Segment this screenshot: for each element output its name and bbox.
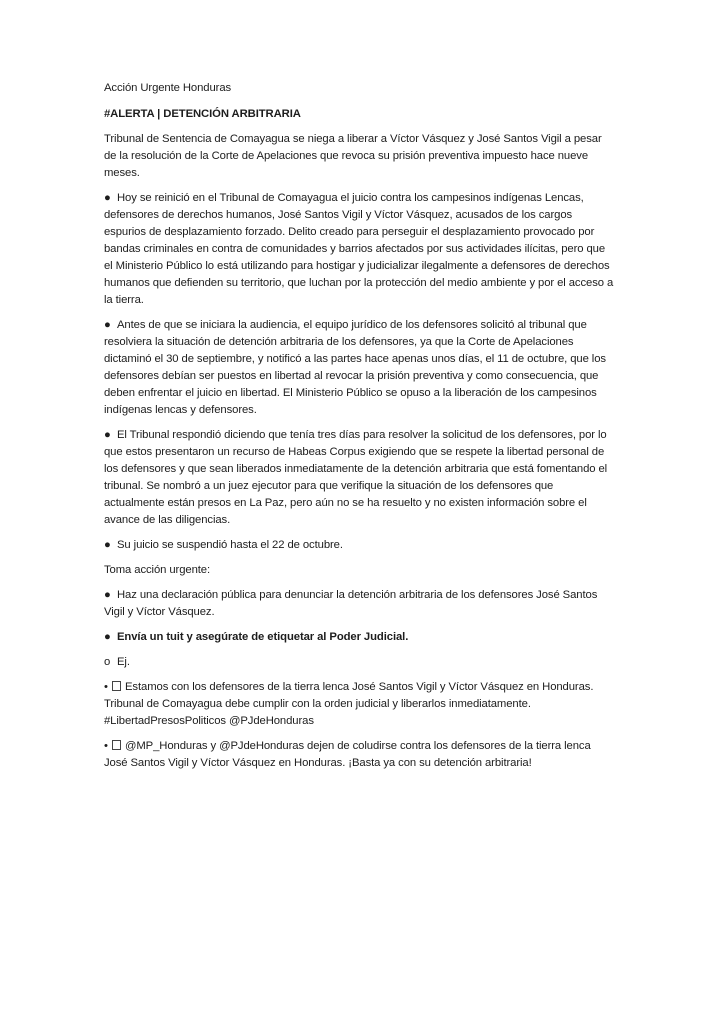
bullet-icon: ● xyxy=(104,539,111,551)
bullet-text: Hoy se reinició en el Tribunal de Comayagua el juicio contra los campesinos indígenas Lencas, defensores de derechos humanos, José Santos Vigil y Víctor Vásquez, acusados de los cargos espurios de desplazamiento forzado. Delito creado para perseguir el desplazamiento provocado por bandas criminales en contra de comunidades y barrios afectados por sus actividades ilícitas, pero que el Ministerio Público lo está utilizando para hostigar y judicializar ilegalmente a defensores de derechos humanos que defienden su territorio, que luchan por la protección del medio ambiente y por el acceso a la tierra. xyxy=(104,192,614,306)
intro-paragraph: Tribunal de Sentencia de Comayagua se niega a liberar a Víctor Vásquez y José Santos Vigil a pesar de la resolución de la Corte de Apelaciones que revoca su prisión preventiva impuesto hace nueve meses. xyxy=(104,133,602,179)
checkbox-icon xyxy=(112,681,121,691)
action-item-1 xyxy=(104,587,616,621)
document-title: Acción Urgente Honduras xyxy=(104,82,232,94)
bullet-item-2 xyxy=(104,317,616,419)
tweet-bullet-icon: • xyxy=(104,740,108,752)
tweet-example-2 xyxy=(104,738,616,772)
tweet-text: @MP_Honduras y @PJdeHonduras dejen de coludirse contra los defensores de la tierra lenca José Santos Vigil y Víctor Vásquez en Honduras. ¡Basta ya con su detención arbitraria! xyxy=(104,740,591,769)
action-heading: Toma acción urgente: xyxy=(104,564,211,576)
example-label: Ej. xyxy=(117,656,130,668)
alert-heading: #ALERTA | DETENCIÓN ARBITRARIA xyxy=(104,108,301,120)
tweet-bullet-icon: • xyxy=(104,681,108,693)
bullet-text: Antes de que se iniciara la audiencia, el equipo jurídico de los defensores solicitó al tribunal que resolviera la situación de detención arbitraria de los defensores, ya que la Corte de Apelaciones dictaminó el 30 de septiembre, y notificó a las partes hace apenas unos días, el 11 de octubre, que los defensores debían ser puestos en libertad al revocar la prisión preventiva y como consecuencia, que deben enfrentar el juicio en libertad. El Ministerio Público se opuso a la liberación de los campesinos indígenas lencas y defensores. xyxy=(104,319,606,416)
document-page xyxy=(104,80,616,772)
bullet-item-1 xyxy=(104,190,616,309)
action-text: Haz una declaración pública para denunciar la detención arbitraria de los defensores José Santos Vigil y Víctor Vásquez. xyxy=(104,589,598,618)
bullet-text: El Tribunal respondió diciendo que tenía tres días para resolver la solicitud de los defensores, por lo que estos presentaron un recurso de Habeas Corpus exigiendo que se respete la libertad personal de los defensores y que sean liberados inmediatamente de la detención arbitraria que está fomentando el tribunal. Se nombró a un juez ejecutor para que verifique la situación de los defensores que actualmente están presos en La Paz, pero aún no se ha resuelto y no existen información sobre el avance de las diligencias. xyxy=(104,429,608,526)
bullet-icon: ● xyxy=(104,589,111,601)
bullet-text: Su juicio se suspendió hasta el 22 de octubre. xyxy=(117,539,343,551)
bullet-icon: ● xyxy=(104,631,111,643)
action-text: Envía un tuit y asegúrate de etiquetar al Poder Judicial. xyxy=(117,631,409,643)
checkbox-icon xyxy=(112,740,121,750)
tweet-example-1 xyxy=(104,679,616,730)
action-item-2 xyxy=(104,629,616,646)
bullet-icon: ● xyxy=(104,429,111,441)
circle-marker-icon: o xyxy=(104,656,111,668)
bullet-icon: ● xyxy=(104,319,111,331)
bullet-item-3 xyxy=(104,427,616,529)
example-line xyxy=(104,654,616,671)
tweet-text: Estamos con los defensores de la tierra lenca José Santos Vigil y Víctor Vásquez en Honduras. Tribunal de Comayagua debe cumplir con la orden judicial y liberarlos inmediatamente. #LibertadPresosPoliticos @PJdeHonduras xyxy=(104,681,594,727)
bullet-item-4 xyxy=(104,537,616,554)
bullet-icon: ● xyxy=(104,192,111,204)
